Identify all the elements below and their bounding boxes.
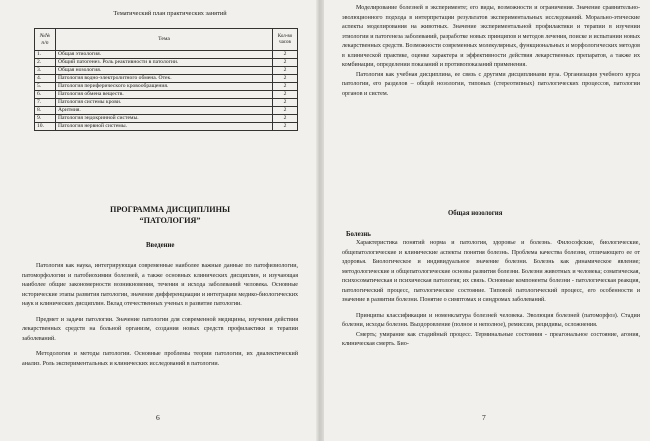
row-topic: Общая этиология. [56,51,273,59]
paragraph: Смерть; умирание как стадийный процесс. Терминальные состояния - преагональное состояние, агония, клиническая смерть. Био- [342,331,640,347]
table-header-row [35,29,298,51]
row-hours: 2 [273,51,298,59]
program-title-line1: ПРОГРАММА ДИСЦИПЛИНЫ [109,205,231,214]
row-num: 4. [35,75,56,83]
row-hours: 2 [273,123,298,131]
row-num: 7. [35,99,56,107]
right-body-top [342,4,640,99]
table-row [35,59,298,67]
row-num: 5. [35,83,56,91]
page-number-left: 6 [156,413,160,422]
header-topic: Тема [56,29,273,51]
right-body-bottom [342,239,640,350]
row-hours: 2 [273,67,298,75]
row-hours: 2 [273,83,298,91]
row-num: 9. [35,115,56,123]
intro-heading: Введение [146,242,175,249]
row-topic: Патология обмена веществ. [56,91,273,99]
table-row [35,99,298,107]
table-row [35,83,298,91]
section-heading: Общая нозология [448,210,503,217]
paragraph: Предмет и задачи патологии. Значение патологии для современной медицины, изучения действия лекарственных средств на больной организм, создания новых средств профилактики и терапии заболеваний. [22,316,298,342]
row-topic: Патология системы крови. [56,99,273,107]
paragraph: Моделирование болезней в эксперименте; его виды, возможности и ограничения. Значение сравнительно-эволюционного подхода в интерпретации результатов экспериментальных исследований. Морально-этические аспекты моделирования на животных. Значение экспериментальной профилактики и терапии в изучении этиологии и патогенеза заболеваний, разработке новых принципов и методов лечения, поиске и испытании новых лекарственных средств. Возможности современных молекулярных, функциональных и морфологических методов в клинической практике, оценке характера и эффективности действия лекарственных препаратов, а также их комбинации, определении показаний и противопоказаний применения. [342,5,640,68]
header-num: №№ п/п [35,29,56,51]
table-row [35,51,298,59]
header-hours: Кол-во часов [273,29,298,51]
table-row [35,123,298,131]
row-hours: 2 [273,59,298,67]
paragraph: Характеристика понятий норма и патология, здоровье и болезнь. Философские, биологические, общепатологические и клинические аспекты понятия болезнь. Проблема качества болезни, отличающего ее от здоровья. Биологическое и индивидуальное значение болезни. Болезнь как динамическое явление; методологические и общепатологические основы развития болезни. Болезни животных и человека; соматическая, психосоматическая и психическая патология; их связь. Основные компоненты болезни - патологическая реакция, патологический процесс, патологическое состояние. Типовой патологический процесс, его особенности и значение в развитии болезни. Понятие о симптомах и синдромах заболеваний. [342,240,640,303]
row-topic: Общая нозология. [56,67,273,75]
program-title-line2: “ПАТОЛОГИЯ” [139,216,201,225]
row-num: 8. [35,107,56,115]
practical-plan-table [34,28,298,131]
paragraph: Принципы классификации и номенклатура болезней человека. Эволюция болезней (патоморфоз). Стадии болезни, исходы болезни. Выздоровление (полное и неполное), ремиссии, рецидивы, осложнения. [342,312,640,328]
row-hours: 2 [273,99,298,107]
row-num: 3. [35,67,56,75]
row-num: 10. [35,123,56,131]
table-row [35,107,298,115]
right-page [322,0,650,441]
paragraph: Патология как учебная дисциплина, ее связь с другими дисциплинами вуза. Организация учебного курса патологии, его разделов – общей нозологии, типовых (стереотипных) патологических процессов, патологии органов и систем. [342,71,640,97]
row-num: 2. [35,59,56,67]
table-caption: Тематический план практических занятий [113,10,227,17]
row-topic: Патология периферического кровообращения. [56,83,273,91]
paragraph: Методология и методы патологии. Основные проблемы теории патологии, их диалектический анализ. Роль экспериментальных и клинических исследований в патологии. [22,351,298,367]
intro-body [22,262,298,369]
program-title [60,204,280,226]
row-hours: 2 [273,91,298,99]
paragraph: Патология как наука, интегрирующая современные наиболее важные данные по патофизиологии, патоморфологии и патобиохимии болезней, а также основных клинических дисциплин, и изучающая наиболее общие закономерности возникновения, течения и исхода заболеваний человека. Основные исторические этапы развития патологии, значение дифференциации и интеграции медико-биологических наук и клинических дисциплин. Вклад отечественных ученых в развитие патологии. [22,263,298,307]
subsection-heading: Болезнь [346,231,371,238]
row-topic: Патология водно-электролитного обмена. Отек. [56,75,273,83]
row-topic: Аритмия. [56,107,273,115]
table-row [35,75,298,83]
table-row [35,91,298,99]
row-num: 6. [35,91,56,99]
row-hours: 2 [273,115,298,123]
table-row [35,115,298,123]
row-hours: 2 [273,107,298,115]
row-num: 1. [35,51,56,59]
row-topic: Общий патогенез. Роль реактивности в патологии. [56,59,273,67]
table-row [35,67,298,75]
row-topic: Патология нервной системы. [56,123,273,131]
row-topic: Патология эндокринной системы. [56,115,273,123]
row-hours: 2 [273,75,298,83]
left-page [0,0,318,441]
page-number-right: 7 [482,413,486,422]
